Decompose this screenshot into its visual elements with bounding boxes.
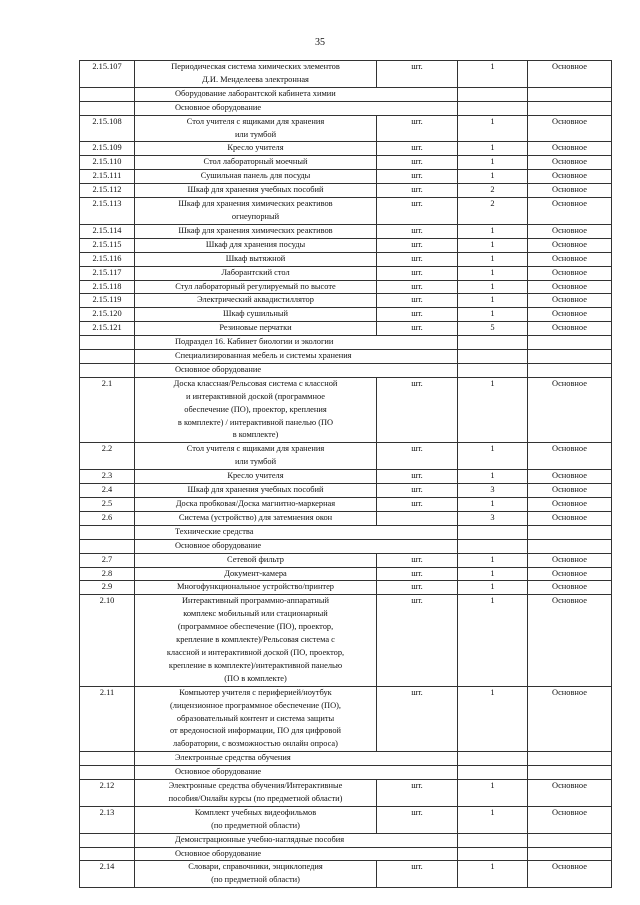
item-type: Основное xyxy=(528,156,612,170)
table-row xyxy=(80,322,612,336)
section-empty-cell xyxy=(80,350,135,364)
item-quantity: 2 xyxy=(458,184,528,198)
item-type: Основное xyxy=(528,224,612,238)
item-unit: шт. xyxy=(377,567,458,581)
table-row xyxy=(80,581,612,595)
item-unit: шт. xyxy=(377,156,458,170)
item-unit: шт. xyxy=(377,377,458,443)
item-quantity: 1 xyxy=(458,156,528,170)
item-number: 2.15.114 xyxy=(80,224,135,238)
item-number: 2.3 xyxy=(80,470,135,484)
section-row xyxy=(80,101,612,115)
item-quantity: 1 xyxy=(458,780,528,807)
item-name: Электрический аквадистиллятор xyxy=(135,294,377,308)
section-title: Демонстрационные учебно-наглядные пособия xyxy=(135,833,458,847)
item-unit: шт. xyxy=(377,322,458,336)
table-row xyxy=(80,553,612,567)
item-type: Основное xyxy=(528,142,612,156)
item-number: 2.15.120 xyxy=(80,308,135,322)
item-name: Сетевой фильтр xyxy=(135,553,377,567)
item-number: 2.1 xyxy=(80,377,135,443)
item-quantity: 1 xyxy=(458,280,528,294)
item-number: 2.15.107 xyxy=(80,61,135,88)
section-empty-cell xyxy=(80,101,135,115)
section-title: Специализированная мебель и системы хранения xyxy=(135,350,458,364)
section-title: Оборудование лаборантской кабинета химии xyxy=(135,87,458,101)
section-empty-cell xyxy=(528,363,612,377)
item-quantity: 1 xyxy=(458,581,528,595)
section-empty-cell xyxy=(458,363,528,377)
table-row xyxy=(80,198,612,225)
item-number: 2.6 xyxy=(80,511,135,525)
item-number: 2.11 xyxy=(80,686,135,752)
section-title: Основное оборудование xyxy=(135,101,458,115)
section-title: Технические средства xyxy=(135,525,458,539)
section-empty-cell xyxy=(80,847,135,861)
item-name: Лаборантский стол xyxy=(135,266,377,280)
item-number: 2.15.110 xyxy=(80,156,135,170)
item-quantity: 1 xyxy=(458,266,528,280)
table-row xyxy=(80,61,612,88)
item-name: Шкаф для хранения учебных пособий xyxy=(135,484,377,498)
item-type: Основное xyxy=(528,170,612,184)
table-row xyxy=(80,861,612,888)
section-empty-cell xyxy=(458,766,528,780)
item-unit: шт. xyxy=(377,581,458,595)
item-type: Основное xyxy=(528,252,612,266)
item-name: Шкаф вытяжной xyxy=(135,252,377,266)
section-empty-cell xyxy=(80,833,135,847)
item-unit: шт. xyxy=(377,443,458,470)
item-name: Доска пробковая/Доска магнитно-маркерная xyxy=(135,498,377,512)
section-empty-cell xyxy=(458,101,528,115)
item-type: Основное xyxy=(528,511,612,525)
item-unit: шт. xyxy=(377,484,458,498)
item-type: Основное xyxy=(528,780,612,807)
item-type: Основное xyxy=(528,595,612,686)
item-unit: шт. xyxy=(377,294,458,308)
section-row xyxy=(80,539,612,553)
item-number: 2.13 xyxy=(80,806,135,833)
table-row xyxy=(80,780,612,807)
section-empty-cell xyxy=(458,350,528,364)
item-type: Основное xyxy=(528,806,612,833)
section-row xyxy=(80,363,612,377)
table-row xyxy=(80,308,612,322)
section-empty-cell xyxy=(80,87,135,101)
section-empty-cell xyxy=(458,336,528,350)
section-empty-cell xyxy=(528,539,612,553)
item-quantity: 1 xyxy=(458,294,528,308)
item-name: Стул лабораторный регулируемый по высоте xyxy=(135,280,377,294)
item-type: Основное xyxy=(528,115,612,142)
item-quantity: 3 xyxy=(458,484,528,498)
item-type: Основное xyxy=(528,61,612,88)
item-unit: шт. xyxy=(377,308,458,322)
table-row xyxy=(80,498,612,512)
item-number: 2.15.113 xyxy=(80,198,135,225)
item-number: 2.15.116 xyxy=(80,252,135,266)
item-type: Основное xyxy=(528,686,612,752)
section-row xyxy=(80,847,612,861)
section-empty-cell xyxy=(458,847,528,861)
item-name: Многофункциональное устройство/принтер xyxy=(135,581,377,595)
item-type: Основное xyxy=(528,322,612,336)
table-row xyxy=(80,156,612,170)
item-quantity: 1 xyxy=(458,470,528,484)
item-quantity: 1 xyxy=(458,377,528,443)
table-row xyxy=(80,252,612,266)
item-unit: шт. xyxy=(377,498,458,512)
item-type: Основное xyxy=(528,484,612,498)
item-name: Стол учителя с ящиками для хранения или тумбой xyxy=(135,443,377,470)
section-empty-cell xyxy=(458,833,528,847)
item-name: Словари, справочники, энциклопедия (по предметной области) xyxy=(135,861,377,888)
table-row xyxy=(80,567,612,581)
item-name: Интерактивный программно-аппаратный комплекс мобильный или стационарный (программное обеспечение (ПО), проектор, крепление в комплекте)/Рельсовая система с классной и интерактивной доской (ПО, проектор, крепление в комплекте)/интерактивной панелью (ПО в комплекте) xyxy=(135,595,377,686)
section-empty-cell xyxy=(528,101,612,115)
item-name: Компьютер учителя с периферией/ноутбук (лицензионное программное обеспечение (ПО), образовательный контент и система защиты от вредоносной информации, ПО для цифровой лаборатории, с возможностью онлайн опроса) xyxy=(135,686,377,752)
item-quantity: 1 xyxy=(458,142,528,156)
item-number: 2.15.121 xyxy=(80,322,135,336)
item-name: Периодическая система химических элементов Д.И. Менделеева электронная xyxy=(135,61,377,88)
item-name: Сушильная панель для посуды xyxy=(135,170,377,184)
section-empty-cell xyxy=(80,766,135,780)
section-row xyxy=(80,525,612,539)
item-quantity: 1 xyxy=(458,553,528,567)
section-title: Электронные средства обучения xyxy=(135,752,458,766)
table-row xyxy=(80,184,612,198)
item-name: Стол лабораторный моечный xyxy=(135,156,377,170)
item-quantity: 3 xyxy=(458,511,528,525)
section-empty-cell xyxy=(528,336,612,350)
item-quantity: 5 xyxy=(458,322,528,336)
section-empty-cell xyxy=(80,752,135,766)
item-type: Основное xyxy=(528,377,612,443)
section-empty-cell xyxy=(528,350,612,364)
item-type: Основное xyxy=(528,308,612,322)
item-type: Основное xyxy=(528,443,612,470)
table-row xyxy=(80,266,612,280)
item-unit: шт. xyxy=(377,780,458,807)
equipment-table xyxy=(79,60,612,888)
item-quantity: 1 xyxy=(458,115,528,142)
item-type: Основное xyxy=(528,498,612,512)
item-type: Основное xyxy=(528,198,612,225)
item-type: Основное xyxy=(528,294,612,308)
item-type: Основное xyxy=(528,470,612,484)
section-empty-cell xyxy=(528,525,612,539)
item-unit: шт. xyxy=(377,806,458,833)
table-row xyxy=(80,224,612,238)
section-empty-cell xyxy=(528,752,612,766)
section-row xyxy=(80,766,612,780)
page-number: 35 xyxy=(315,37,325,48)
item-number: 2.15.119 xyxy=(80,294,135,308)
table-row xyxy=(80,595,612,686)
section-empty-cell xyxy=(458,525,528,539)
item-unit: шт. xyxy=(377,861,458,888)
item-unit: шт. xyxy=(377,266,458,280)
item-quantity: 1 xyxy=(458,252,528,266)
item-number: 2.8 xyxy=(80,567,135,581)
item-number: 2.15.108 xyxy=(80,115,135,142)
item-name: Резиновые перчатки xyxy=(135,322,377,336)
item-quantity: 1 xyxy=(458,238,528,252)
section-empty-cell xyxy=(80,336,135,350)
item-unit: шт. xyxy=(377,280,458,294)
item-number: 2.15.115 xyxy=(80,238,135,252)
item-unit: шт. xyxy=(377,61,458,88)
item-unit: шт. xyxy=(377,142,458,156)
item-unit: шт. xyxy=(377,686,458,752)
item-type: Основное xyxy=(528,280,612,294)
item-unit: шт. xyxy=(377,252,458,266)
section-empty-cell xyxy=(528,833,612,847)
item-number: 2.12 xyxy=(80,780,135,807)
section-title: Подраздел 16. Кабинет биологии и экологии xyxy=(135,336,458,350)
table-row xyxy=(80,238,612,252)
item-name: Система (устройство) для затемнения окон xyxy=(135,511,377,525)
item-unit: шт. xyxy=(377,184,458,198)
section-row xyxy=(80,87,612,101)
item-number: 2.14 xyxy=(80,861,135,888)
item-name: Шкаф для хранения химических реактивов xyxy=(135,224,377,238)
table-row xyxy=(80,806,612,833)
section-empty-cell xyxy=(80,539,135,553)
section-empty-cell xyxy=(80,363,135,377)
item-name: Электронные средства обучения/Интерактивные пособия/Онлайн курсы (по предметной области) xyxy=(135,780,377,807)
section-title: Основное оборудование xyxy=(135,539,458,553)
item-name: Документ-камера xyxy=(135,567,377,581)
table-row xyxy=(80,294,612,308)
item-number: 2.9 xyxy=(80,581,135,595)
table-row xyxy=(80,115,612,142)
item-name: Шкаф для хранения химических реактивов огнеупорный xyxy=(135,198,377,225)
item-unit: шт. xyxy=(377,238,458,252)
item-unit: шт. xyxy=(377,170,458,184)
item-quantity: 1 xyxy=(458,224,528,238)
item-unit: шт. xyxy=(377,553,458,567)
item-unit: шт. xyxy=(377,595,458,686)
item-number: 2.7 xyxy=(80,553,135,567)
item-quantity: 2 xyxy=(458,198,528,225)
item-unit: шт. xyxy=(377,224,458,238)
item-quantity: 1 xyxy=(458,686,528,752)
item-type: Основное xyxy=(528,581,612,595)
item-number: 2.5 xyxy=(80,498,135,512)
table-row xyxy=(80,443,612,470)
item-number: 2.15.117 xyxy=(80,266,135,280)
table-row xyxy=(80,470,612,484)
item-name: Стол учителя с ящиками для хранения или тумбой xyxy=(135,115,377,142)
table-row xyxy=(80,170,612,184)
section-row xyxy=(80,350,612,364)
section-empty-cell xyxy=(458,87,528,101)
section-title: Основное оборудование xyxy=(135,766,458,780)
item-type: Основное xyxy=(528,184,612,198)
item-number: 2.15.111 xyxy=(80,170,135,184)
table-row xyxy=(80,511,612,525)
item-type: Основное xyxy=(528,238,612,252)
section-empty-cell xyxy=(80,525,135,539)
item-quantity: 1 xyxy=(458,170,528,184)
item-name: Шкаф для хранения учебных пособий xyxy=(135,184,377,198)
item-quantity: 1 xyxy=(458,498,528,512)
item-unit: шт. xyxy=(377,198,458,225)
item-type: Основное xyxy=(528,567,612,581)
item-name: Шкаф для хранения посуды xyxy=(135,238,377,252)
item-type: Основное xyxy=(528,553,612,567)
section-row xyxy=(80,833,612,847)
item-quantity: 1 xyxy=(458,595,528,686)
section-title: Основное оборудование xyxy=(135,847,458,861)
item-quantity: 1 xyxy=(458,443,528,470)
table-row xyxy=(80,142,612,156)
section-row xyxy=(80,336,612,350)
section-empty-cell xyxy=(528,766,612,780)
item-number: 2.15.109 xyxy=(80,142,135,156)
section-empty-cell xyxy=(528,847,612,861)
item-type: Основное xyxy=(528,861,612,888)
section-title: Основное оборудование xyxy=(135,363,458,377)
item-quantity: 1 xyxy=(458,61,528,88)
item-quantity: 1 xyxy=(458,567,528,581)
item-quantity: 1 xyxy=(458,308,528,322)
table-row xyxy=(80,377,612,443)
item-unit: шт. xyxy=(377,115,458,142)
item-name: Шкаф сушильный xyxy=(135,308,377,322)
item-number: 2.4 xyxy=(80,484,135,498)
item-name: Кресло учителя xyxy=(135,470,377,484)
section-row xyxy=(80,752,612,766)
item-number: 2.15.112 xyxy=(80,184,135,198)
item-name: Кресло учителя xyxy=(135,142,377,156)
item-name: Комплект учебных видеофильмов (по предметной области) xyxy=(135,806,377,833)
section-empty-cell xyxy=(458,752,528,766)
table-row xyxy=(80,686,612,752)
section-empty-cell xyxy=(458,539,528,553)
table-row xyxy=(80,280,612,294)
item-number: 2.2 xyxy=(80,443,135,470)
item-number: 2.15.118 xyxy=(80,280,135,294)
item-unit: шт. xyxy=(377,470,458,484)
item-name: Доска классная/Рельсовая система с классной и интерактивной доской (программное обеспечение (ПО), проектор, крепления в комплекте) / интерактивной панелью (ПО в комплекте) xyxy=(135,377,377,443)
section-empty-cell xyxy=(528,87,612,101)
table-row xyxy=(80,484,612,498)
item-quantity: 1 xyxy=(458,861,528,888)
item-number: 2.10 xyxy=(80,595,135,686)
item-unit xyxy=(377,511,458,525)
item-type: Основное xyxy=(528,266,612,280)
item-quantity: 1 xyxy=(458,806,528,833)
